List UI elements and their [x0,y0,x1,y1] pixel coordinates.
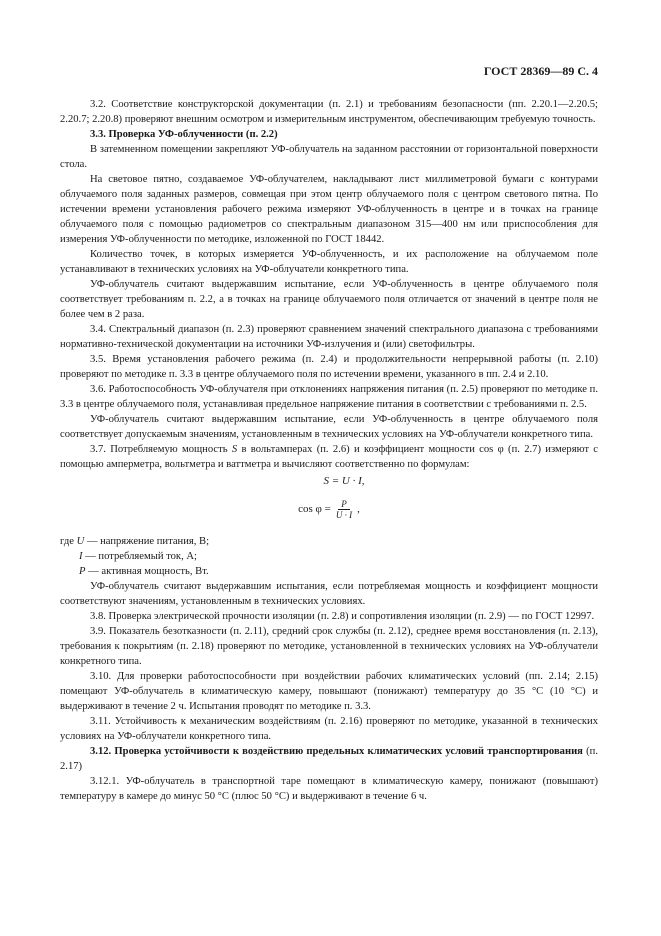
paragraph-3-2: 3.2. Соответствие конструкторской документации (п. 2.1) и требованиям безопасности (пп. 2.20.1—2.20.5; 2.20.7; 2.20.8) проверяют внешним осмотром и измерительным инструментом, обеспечивающим требуемую точность. [60,99,598,125]
formula-cos-phi [60,490,598,528]
formula-cos-end: , [357,502,360,515]
page-header: ГОСТ 28369—89 С. 4 [483,64,598,78]
paragraph-3-5: 3.5. Время установления рабочего режима (п. 2.4) и продолжительности непрерывной работы (п. 2.10) проверяют по методике п. 3.3 в центре облучаемого поля по истечении времени, указанного в пп. 2.4 и 2.10. [60,354,598,380]
paragraph: На световое пятно, создаваемое УФ-облучателем, накладывают лист миллиметровой бумаги с контурами облучаемого поля заданных размеров, совмещая при этом центр облучаемого поля с центром светового пятна. По истечении времени установления рабочего режима измеряют УФ-облученность в центре и в точках на границе облучаемого поля с помощью радиометров со спектральным диапазоном 315—400 нм или приспособления для измерения УФ-облученности по методике, изложенной по ГОСТ 18442. [60,174,598,245]
paragraph-3-7: 3.7. Потребляемую мощность S в вольтамперах (п. 2.6) и коэффициент мощности cos φ (п. 2.7) измеряют с помощью амперметра, вольтметра и ваттметра и вычисляют соответственно по формулам: [60,444,598,470]
paragraph: УФ-облучатель считают выдержавшим испытание, если УФ-облученность в центре облучаемого поля соответствует требованиям п. 2.2, а в точках на границе облучаемого поля отличается от значений в центре поля не более чем в 2 раза. [60,279,598,320]
paragraph-3-11: 3.11. Устойчивость к механическим воздействиям (п. 2.16) проверяют по методике, указанной в технических условиях на УФ-облучатели конкретного типа. [60,716,598,742]
legend-p: P — активная мощность, Вт. [79,566,209,577]
paragraph-3-8: 3.8. Проверка электрической прочности изоляции (п. 2.8) и сопротивления изоляции (п. 2.9) — по ГОСТ 12997. [90,611,595,622]
paragraph-3-12-1: 3.12.1. УФ-облучатель в транспортной таре помещают в климатическую камеру, понижают (повышают) температуру в камере до минус 50 °С (плюс 50 °С) и выдерживают в течение 6 ч. [60,776,598,802]
fraction-numerator: P [338,499,350,510]
paragraph-3-9: 3.9. Показатель безотказности (п. 2.11), средний срок службы (п. 2.12), среднее время восстановления (п. 2.13), требования к покрытиям (п. 2.18) проверяют по методике, установленной в технических условиях на УФ-облучатели конкретного типа. [60,626,598,667]
paragraph-3-6: 3.6. Работоспособность УФ-облучателя при отклонениях напряжения питания (п. 2.5) проверяют по методике п. 3.3 в центре облучаемого поля, устанавливая предельное напряжение питания в соответствии с требованиями п. 2.5. [60,384,598,410]
paragraph: УФ-облучатель считают выдержавшим испытание, если УФ-облученность в центре облучаемого поля соответствует допускаемым значениям, установленным в технических условиях на УФ-облучатели конкретного типа. [60,414,598,440]
document-body [60,97,598,804]
fraction [333,499,355,520]
fraction-denominator: U · I [335,509,353,520]
heading-3-12: 3.12. Проверка устойчивости к воздействию предельных климатических условий транспортирования (п. 2.17) [60,746,599,772]
legend-u: где U — напряжение питания, В; [60,536,210,547]
paragraph-3-10: 3.10. Для проверки работоспособности при воздействии рабочих климатических условий (пп. 2.14; 2.15) помещают УФ-облучатель в климатическую камеру, повышают (понижают) температуру до 35 °С (10 °С) и выдерживают в течение 2 ч. Испытания проводят по методике п. 3.3. [60,671,598,712]
paragraph: УФ-облучатель считают выдержавшим испытания, если потребляемая мощность и коэффициент мощности соответствуют значениям, установленным в технических условиях. [60,581,598,607]
heading-3-3: 3.3. Проверка УФ-облученности (п. 2.2) [90,129,278,140]
legend-i: I — потребляемый ток, А; [79,551,197,562]
formula-power: S = U · I, [323,475,365,487]
formula-cos-left: cos φ = [298,502,331,515]
paragraph: В затемненном помещении закрепляют УФ-облучатель на заданном расстоянии от горизонтальной поверхности стола. [60,144,598,170]
paragraph-3-4: 3.4. Спектральный диапазон (п. 2.3) проверяют сравнением значений спектрального диапазона с требованиями нормативно-технической документации на источники УФ-излучения и (или) светофильтры. [60,324,598,350]
paragraph: Количество точек, в которых измеряется УФ-облученность, и их расположение на облучаемом поле устанавливают в технических условиях на УФ-облучатели конкретного типа. [60,249,598,275]
symbol-s: S [231,444,238,455]
